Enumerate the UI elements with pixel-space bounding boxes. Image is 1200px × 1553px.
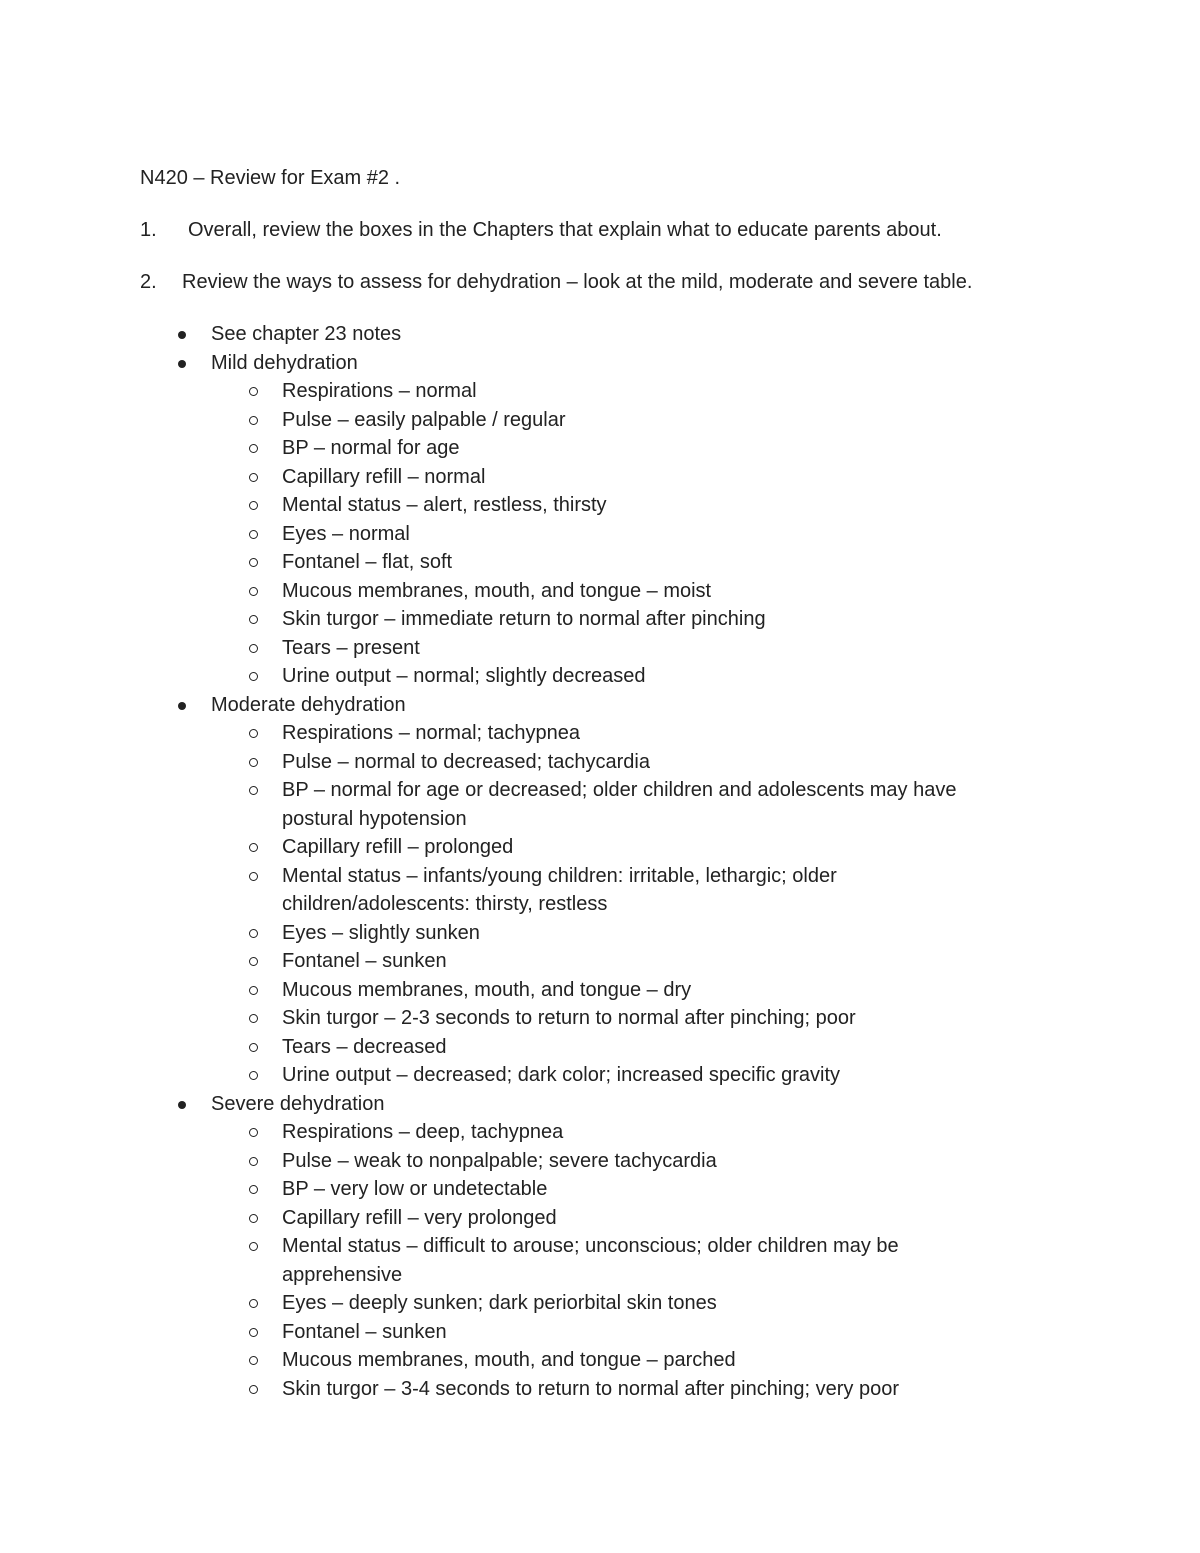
sub-bullet-text: Fontanel – flat, soft bbox=[282, 551, 453, 573]
sub-bullet-item bbox=[0, 1118, 1200, 1147]
bullet-circle-icon bbox=[249, 615, 258, 624]
sub-bullet-text: Mucous membranes, mouth, and tongue – dry bbox=[282, 978, 692, 1001]
sub-bullet-item bbox=[0, 1033, 1200, 1062]
sub-bullet-text: Skin turgor – 2-3 seconds to return to normal after pinching; poor bbox=[282, 1007, 856, 1029]
bullet-circle-icon bbox=[249, 444, 258, 453]
bullet-circle-icon bbox=[249, 1299, 258, 1308]
sub-bullet-item bbox=[0, 434, 1200, 463]
bullet-circle-icon bbox=[249, 986, 258, 995]
bullet-circle-icon bbox=[249, 387, 258, 396]
bullet-circle-icon bbox=[249, 416, 258, 425]
sub-bullet-item bbox=[0, 776, 1200, 833]
bullet-dot-icon bbox=[178, 331, 186, 339]
bullet-circle-icon bbox=[249, 1242, 258, 1251]
sub-bullet-text: Urine output – normal; slightly decreased bbox=[282, 665, 646, 687]
sub-bullet-item bbox=[0, 1318, 1200, 1347]
bullet-circle-icon bbox=[249, 1128, 258, 1137]
sub-bullet-text: Mental status – difficult to arouse; unconscious; older children may be apprehensive bbox=[282, 1235, 899, 1286]
sub-bullet-item bbox=[0, 833, 1200, 862]
bullet-circle-icon bbox=[249, 644, 258, 653]
sub-bullet-text: Respirations – deep, tachypnea bbox=[282, 1121, 564, 1143]
sub-bullet-item bbox=[0, 1147, 1200, 1176]
document-title: N420 – Review for Exam #2 . bbox=[140, 167, 401, 189]
sub-bullet-item bbox=[0, 1204, 1200, 1233]
bullet-circle-icon bbox=[249, 587, 258, 596]
sub-bullet-item bbox=[0, 463, 1200, 492]
sub-bullet-text: Tears – present bbox=[282, 636, 420, 659]
bullet-circle-icon bbox=[249, 929, 258, 938]
bullet-circle-icon bbox=[249, 672, 258, 681]
item-number: 1. bbox=[140, 219, 157, 241]
bullet-dot-icon bbox=[178, 360, 186, 368]
sub-bullet-item bbox=[0, 719, 1200, 748]
bullet-dot-icon bbox=[178, 1101, 186, 1109]
sub-bullet-text: Eyes – slightly sunken bbox=[282, 921, 480, 944]
item-text: Review the ways to assess for dehydration – look at the mild, moderate and severe table. bbox=[182, 271, 973, 293]
sub-bullet-item bbox=[0, 1232, 1200, 1289]
sub-bullet-text: Mental status – infants/young children: irritable, lethargic; older children/adolescents: thirsty, restless bbox=[282, 864, 837, 915]
sub-bullet-item bbox=[0, 1289, 1200, 1318]
bullet-circle-icon bbox=[249, 957, 258, 966]
sub-bullet-item bbox=[0, 662, 1200, 691]
bullet-circle-icon bbox=[249, 758, 258, 767]
numbered-item-2 bbox=[140, 270, 972, 294]
bullet-text: Mild dehydration bbox=[211, 351, 358, 374]
bullet-circle-icon bbox=[249, 1385, 258, 1394]
sub-bullet-text: Respirations – normal; tachypnea bbox=[282, 722, 580, 744]
sub-bullet-item bbox=[0, 919, 1200, 948]
sub-bullet-item bbox=[0, 520, 1200, 549]
sub-bullet-text: Pulse – easily palpable / regular bbox=[282, 408, 566, 431]
sub-bullet-item bbox=[0, 548, 1200, 577]
sub-bullet-item bbox=[0, 1061, 1200, 1090]
bullet-circle-icon bbox=[249, 872, 258, 881]
bullet-item bbox=[0, 691, 1200, 720]
bullet-text: See chapter 23 notes bbox=[211, 323, 402, 345]
sub-bullet-item bbox=[0, 862, 1200, 919]
sub-bullet-text: Eyes – normal bbox=[282, 522, 410, 545]
bullet-dot-icon bbox=[178, 702, 186, 710]
sub-bullet-text: Skin turgor – immediate return to normal after pinching bbox=[282, 608, 766, 630]
bullet-circle-icon bbox=[249, 530, 258, 539]
bullet-circle-icon bbox=[249, 1185, 258, 1194]
bullet-item bbox=[0, 320, 1200, 349]
bullet-item bbox=[0, 349, 1200, 378]
sub-bullet-item bbox=[0, 976, 1200, 1005]
sub-bullet-item bbox=[0, 1375, 1200, 1404]
sub-bullet-text: Mental status – alert, restless, thirsty bbox=[282, 494, 607, 516]
sub-bullet-text: Capillary refill – very prolonged bbox=[282, 1206, 557, 1229]
sub-bullet-text: Eyes – deeply sunken; dark periorbital skin tones bbox=[282, 1292, 717, 1314]
sub-bullet-item bbox=[0, 406, 1200, 435]
sub-bullet-item bbox=[0, 1175, 1200, 1204]
sub-bullet-item bbox=[0, 1004, 1200, 1033]
sub-bullet-text: Respirations – normal bbox=[282, 380, 477, 402]
sub-bullet-text: Tears – decreased bbox=[282, 1035, 447, 1058]
bullet-text: Severe dehydration bbox=[211, 1092, 385, 1115]
sub-bullet-item bbox=[0, 748, 1200, 777]
sub-bullet-text: Skin turgor – 3-4 seconds to return to normal after pinching; very poor bbox=[282, 1377, 899, 1400]
bullet-circle-icon bbox=[249, 786, 258, 795]
sub-bullet-text: Mucous membranes, mouth, and tongue – parched bbox=[282, 1349, 736, 1371]
sub-bullet-text: Capillary refill – normal bbox=[282, 465, 486, 488]
bullet-circle-icon bbox=[249, 1356, 258, 1365]
sub-bullet-text: BP – normal for age or decreased; older children and adolescents may have postural hypotension bbox=[282, 779, 957, 830]
bullet-list bbox=[0, 320, 1200, 1403]
sub-bullet-item bbox=[0, 577, 1200, 606]
bullet-circle-icon bbox=[249, 843, 258, 852]
sub-bullet-item bbox=[0, 491, 1200, 520]
bullet-circle-icon bbox=[249, 1071, 258, 1080]
bullet-circle-icon bbox=[249, 558, 258, 567]
sub-bullet-text: Capillary refill – prolonged bbox=[282, 836, 514, 858]
bullet-circle-icon bbox=[249, 1214, 258, 1223]
sub-bullet-item bbox=[0, 377, 1200, 406]
sub-bullet-text: BP – normal for age bbox=[282, 437, 460, 459]
item-text: Overall, review the boxes in the Chapters that explain what to educate parents about. bbox=[188, 219, 942, 241]
bullet-circle-icon bbox=[249, 473, 258, 482]
sub-bullet-item bbox=[0, 634, 1200, 663]
numbered-item-1 bbox=[140, 218, 942, 242]
bullet-circle-icon bbox=[249, 729, 258, 738]
bullet-circle-icon bbox=[249, 1014, 258, 1023]
sub-bullet-text: Pulse – normal to decreased; tachycardia bbox=[282, 750, 650, 773]
sub-bullet-text: Pulse – weak to nonpalpable; severe tachycardia bbox=[282, 1149, 717, 1172]
bullet-circle-icon bbox=[249, 501, 258, 510]
bullet-circle-icon bbox=[249, 1157, 258, 1166]
bullet-text: Moderate dehydration bbox=[211, 693, 406, 716]
sub-bullet-item bbox=[0, 1346, 1200, 1375]
sub-bullet-text: Fontanel – sunken bbox=[282, 950, 447, 972]
sub-bullet-text: BP – very low or undetectable bbox=[282, 1178, 548, 1200]
bullet-circle-icon bbox=[249, 1043, 258, 1052]
bullet-circle-icon bbox=[249, 1328, 258, 1337]
item-number: 2. bbox=[140, 271, 157, 293]
sub-bullet-item bbox=[0, 947, 1200, 976]
bullet-item bbox=[0, 1090, 1200, 1119]
sub-bullet-item bbox=[0, 605, 1200, 634]
sub-bullet-text: Urine output – decreased; dark color; increased specific gravity bbox=[282, 1064, 841, 1086]
sub-bullet-text: Mucous membranes, mouth, and tongue – moist bbox=[282, 579, 712, 602]
sub-bullet-text: Fontanel – sunken bbox=[282, 1320, 447, 1343]
